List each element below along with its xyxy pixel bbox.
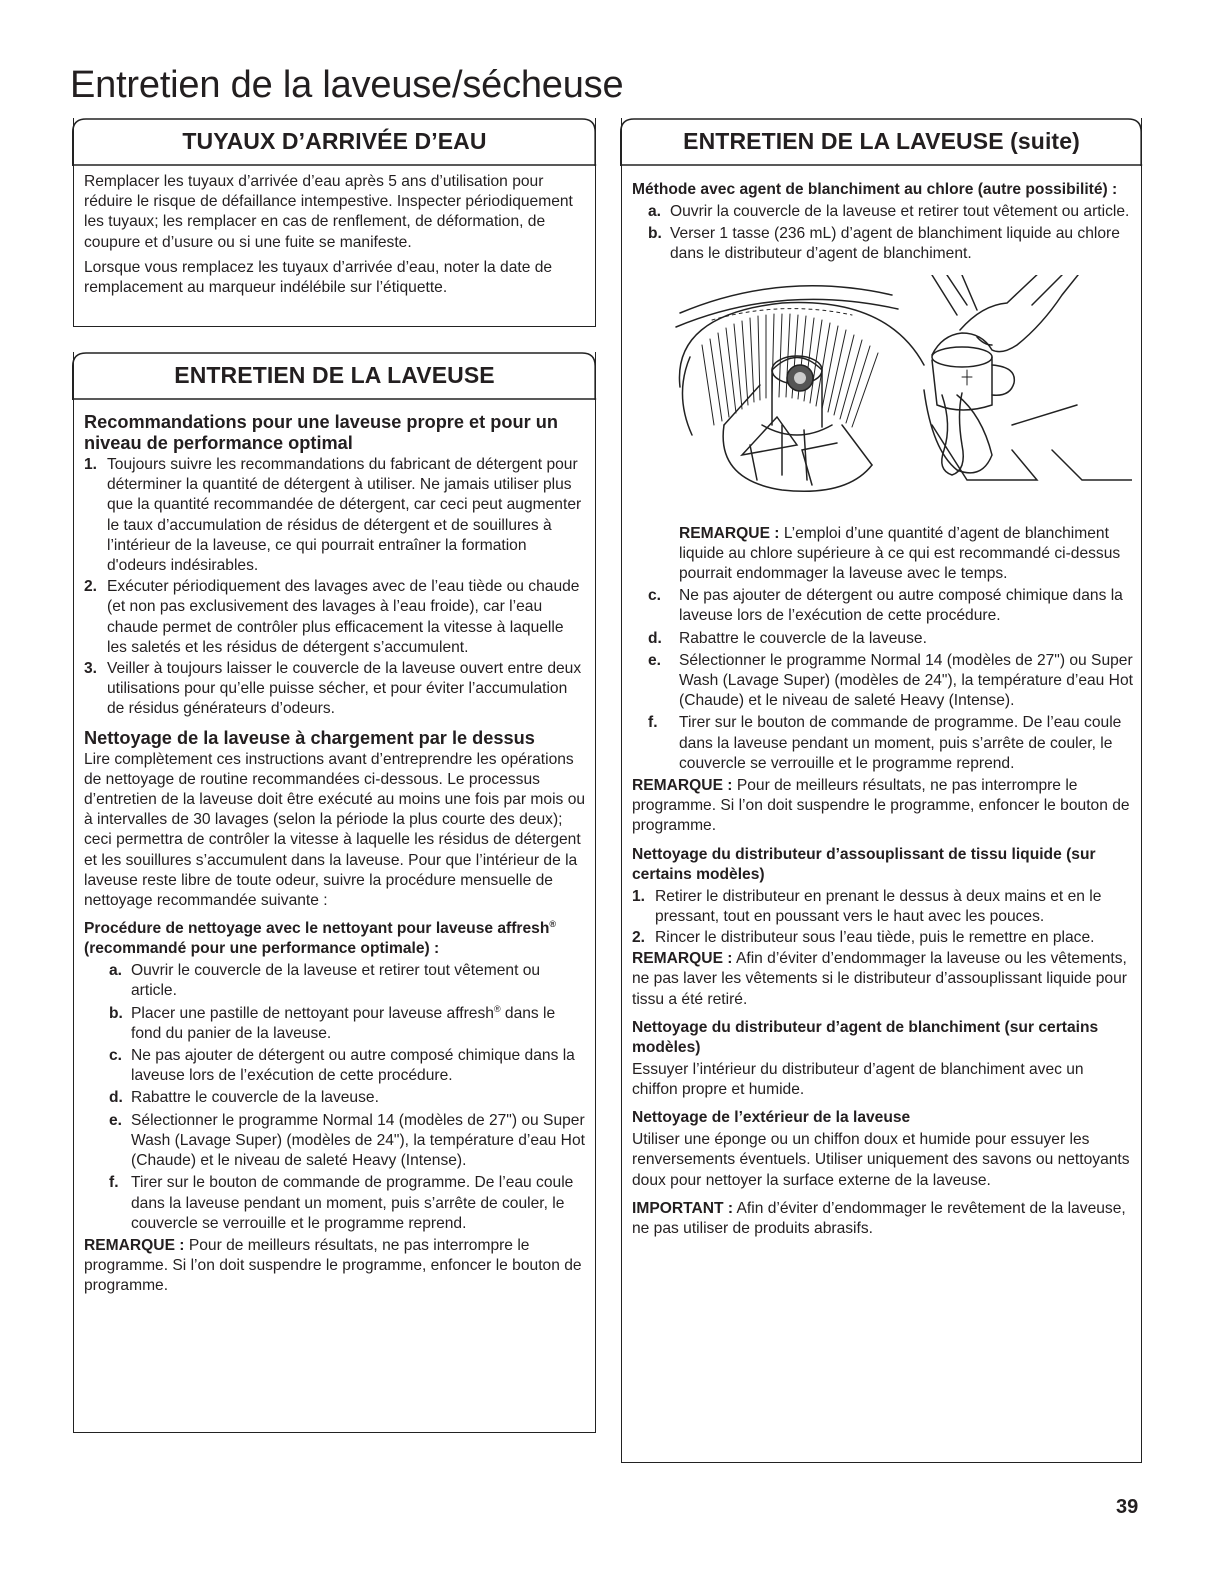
section-title: ENTRETIEN DE LA LAVEUSE: [174, 362, 495, 388]
procedure-heading: Méthode avec agent de blanchiment au chlore (autre possibilité) :: [632, 181, 1118, 198]
list-item: 3. Veiller à toujours laisser le couvercle de la laveuse ouvert entre deux utilisations pour qu’elle puisse sécher, et pour éviter l’accumulation de résidus générateurs d’odeurs.: [84, 660, 582, 718]
paragraph: Remplacer les tuyaux d’arrivée d’eau après 5 ans d’utilisation pour réduire le risque de défaillance intempestive. Inspecter périodiquement les tuyaux; les remplacer en cas de renflement, de déformation, de coupure et d’usure ou si une fuite se manifeste.: [84, 173, 573, 251]
step-item: b. Placer une pastille de nettoyant pour laveuse affresh® dans le fond du panier de la laveuse.: [109, 1003, 556, 1042]
step-item: d. Rabattre le couvercle de la laveuse.: [109, 1089, 379, 1107]
paragraph: Lorsque vous remplacez les tuyaux d’arrivée d’eau, noter la date de remplacement au marqueur indélébile sur l’étiquette.: [84, 258, 553, 297]
list-item: 2. Rincer le distributeur sous l’eau tiède, puis le remettre en place.: [632, 929, 1095, 947]
section-header: [620, 118, 1142, 166]
step-item: a. Ouvrir la couvercle de la laveuse et retirer tout vêtement ou article.: [648, 203, 1130, 220]
water-hoses-section: [73, 118, 596, 327]
step-item: c. Ne pas ajouter de détergent ou autre composé chimique dans la laveuse lors de l’exécution de cette procédure.: [648, 587, 1123, 625]
step-item: f. Tirer sur le bouton de commande de programme. De l’eau coule dans la laveuse pendant un moment, puis s’arrête de couler, le couvercle se verrouille et le programme reprend.: [648, 714, 1122, 772]
procedure-heading: Procédure de nettoyage avec le nettoyant pour laveuse affresh® (recommandé pour une performance optimale) :: [84, 919, 557, 958]
paragraph: Essuyer l’intérieur du distributeur d’agent de blanchiment avec un chiffon propre et humide.: [632, 1060, 1084, 1099]
washer-care-section: [73, 352, 596, 1433]
note: REMARQUE : L’emploi d’une quantité d’agent de blanchiment liquide au chlore supérieure à ce qui est recommandé ci-dessus pourrait endommager la laveuse avec le temps.: [679, 524, 1121, 583]
note: REMARQUE : Pour de meilleurs résultats, ne pas interrompre le programme. Si l’on doit suspendre le programme, enfoncer le bouton de programme.: [84, 1236, 582, 1295]
washer-basket-illustration: [632, 275, 1132, 520]
step-item: e. Sélectionner le programme Normal 14 (modèles de 27") ou Super Wash (Lavage Super) (modèles de 24"), la température d’eau Hot (Chaude) et le niveau de saleté Heavy (Intense).: [109, 1111, 585, 1170]
step-item: f. Tirer sur le bouton de commande de programme. De l’eau coule dans la laveuse pendant un moment, puis s’arrête de couler, le couvercle se verrouille et le programme reprend.: [109, 1174, 574, 1232]
step-item: c. Ne pas ajouter de détergent ou autre composé chimique dans la laveuse lors de l’exécution de cette procédure.: [109, 1047, 575, 1085]
bleach-pouring-illustration: [632, 275, 1133, 520]
section-header: [72, 352, 596, 400]
subsection-heading: Nettoyage de la laveuse à chargement par le dessus: [84, 727, 535, 748]
subsection-heading: Recommandations pour une laveuse propre et pour un niveau de performance optimal: [84, 412, 558, 453]
paragraph: Utiliser une éponge ou un chiffon doux et humide pour essuyer les renversements éventuels. Utiliser uniquement des savons ou nettoyants doux pour nettoyer la surface externe de la laveuse.: [632, 1131, 1130, 1189]
step-item: a. Ouvrir le couvercle de la laveuse et retirer tout vêtement ou article.: [109, 962, 541, 1000]
list-item: 1. Retirer le distributeur en prenant le dessus à deux mains et en le pressant, tout en poussant vers le haut avec les pouces.: [632, 887, 1102, 925]
step-item: b. Verser 1 tasse (236 mL) d’agent de blanchiment liquide au chlore dans le distributeur d’agent de blanchiment.: [648, 225, 1120, 263]
section-title: TUYAUX D’ARRIVÉE D’EAU: [182, 128, 487, 154]
procedure-heading: Nettoyage du distributeur d’assouplissant de tissu liquide (sur certains modèles): [632, 845, 1096, 883]
washer-care-continued-section: [621, 118, 1142, 1463]
procedure-heading: Nettoyage du distributeur d’agent de blanchiment (sur certains modèles): [632, 1018, 1099, 1056]
page-title: Entretien de la laveuse/sécheuse: [70, 64, 624, 106]
note: REMARQUE : Afin d’éviter d’endommager la laveuse ou les vêtements, ne pas laver les vêtements si le distributeur d’assouplissant liquide pour tissu a été retiré.: [632, 950, 1127, 1008]
step-item: d. Rabattre le couvercle de la laveuse.: [648, 629, 927, 647]
section-header: [72, 118, 596, 166]
page-number: 39: [1116, 1496, 1139, 1518]
important-note: IMPORTANT : Afin d’éviter d’endommager le revêtement de la laveuse, ne pas utiliser de produits abrasifs.: [632, 1199, 1126, 1238]
note: REMARQUE : Pour de meilleurs résultats, ne pas interrompre le programme. Si l’on doit suspendre le programme, enfoncer le bouton de programme.: [632, 777, 1130, 835]
section-title: ENTRETIEN DE LA LAVEUSE (suite): [683, 128, 1080, 154]
procedure-heading: Nettoyage de l’extérieur de la laveuse: [632, 1109, 911, 1127]
list-item: 2. Exécuter périodiquement des lavages avec de l’eau tiède ou chaude (et non pas exclusivement des lavages à l’eau froide), car l’eau chaude permet de contrôler plus efficacement la vitesse à laquelle les saletés et les résidus de détergent s’accumulent.: [84, 578, 580, 656]
step-item: e. Sélectionner le programme Normal 14 (modèles de 27") ou Super Wash (Lavage Super) (modèles de 24"), la température d’eau Hot (Chaude) et le niveau de saleté Heavy (Intense).: [648, 651, 1133, 710]
paragraph: Lire complètement ces instructions avant d’entreprendre les opérations de nettoyage de routine recommandées ci-dessous. Le processus d’entretien de la laveuse doit être exécuté au moins une fois par mois ou à intervalles de 30 lavages (selon la période la plus courte des deux); ceci permettra de contrôler la vitesse à laquelle les résidus de détergent et les souillures s’accumulent dans la laveuse. Pour que l’intérieur de la laveuse reste libre de toute odeur, suivre la procédure mensuelle de nettoyage recommandée suivante :: [84, 750, 586, 910]
list-item: 1. Toujours suivre les recommandations du fabricant de détergent pour déterminer la quantité de détergent à utiliser. Ne jamais utiliser plus que la quantité recommandée de détergent, car ceci peut augmenter le taux d’accumulation de résidus de détergent et de souillures à l’intérieur de la laveuse, ce qui pourrait entraîner la formation d'odeurs indésirables.: [84, 456, 582, 575]
